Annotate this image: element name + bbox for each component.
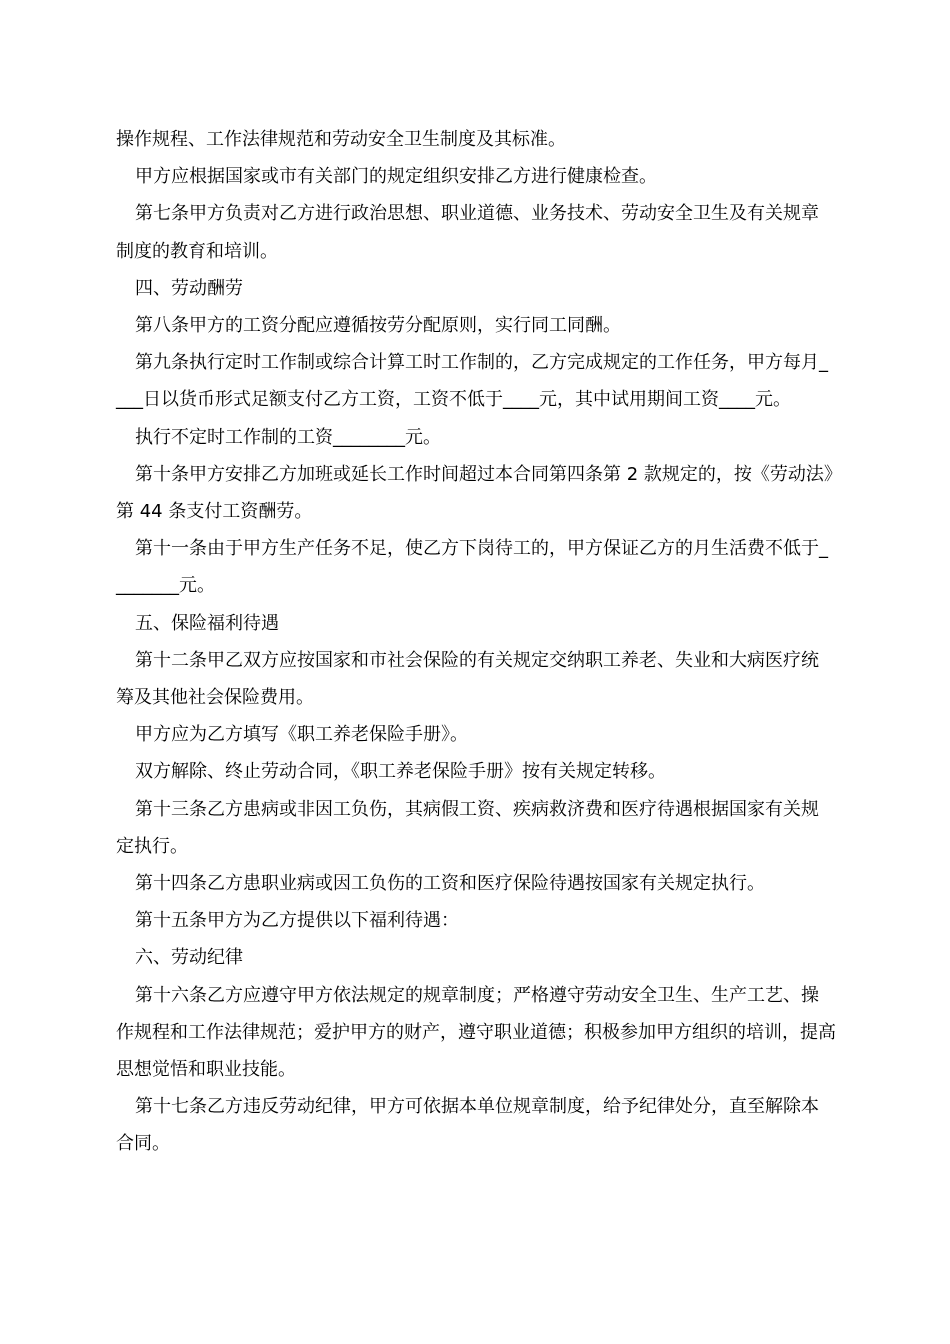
paragraph: 甲方应为乙方填写《职工养老保险手册》。 [135, 724, 468, 746]
paragraph: 第十六条乙方应遵守甲方依法规定的规章制度；严格遵守劳动安全卫生、生产工艺、操作规程和工作法律规范；爱护甲方的财产，遵守职业道德；积极参加甲方组织的培训，提高思想觉悟和职业技能。 [116, 984, 836, 1081]
paragraph: 第十三条乙方患病或非因工负伤，其病假工资、疾病救济费和医疗待遇根据国家有关规定执行。 [116, 798, 819, 857]
paragraph: 第八条甲方的工资分配应遵循按劳分配原则，实行同工同酬。 [135, 315, 621, 337]
section-heading: 五、保险福利待遇 [135, 612, 279, 634]
paragraph: 第十七条乙方违反劳动纪律，甲方可依据本单位规章制度，给予纪律处分，直至解除本合同。 [116, 1096, 819, 1155]
paragraph: 操作规程、工作法律规范和劳动安全卫生制度及其标准。 [116, 129, 566, 150]
paragraph: 第十条甲方安排乙方加班或延长工作时间超过本合同第四条第 2 款规定的，按《劳动法》第 44 条支付工资酬劳。 [116, 463, 833, 523]
paragraph: 第十一条由于甲方生产任务不足，使乙方下岗待工的，甲方保证乙方的月生活费不低于________元。 [116, 538, 828, 597]
paragraph: 甲方应根据国家或市有关部门的规定组织安排乙方进行健康检查。 [135, 166, 657, 188]
paragraph: 执行不定时工作制的工资________元。 [135, 426, 441, 448]
paragraph: 第七条甲方负责对乙方进行政治思想、职业道德、业务技术、劳动安全卫生及有关规章制度的教育和培训。 [116, 203, 819, 262]
paragraph: 第十五条甲方为乙方提供以下福利待遇： [135, 910, 459, 932]
paragraph: 第十二条甲乙双方应按国家和市社会保险的有关规定交纳职工养老、失业和大病医疗统筹及其他社会保险费用。 [116, 649, 819, 709]
paragraph: 第九条执行定时工作制或综合计算工时工作制的，乙方完成规定的工作任务，甲方每月____日以货币形式足额支付乙方工资，工资不低于____元，其中试用期间工资____元。 [116, 352, 828, 411]
paragraph: 第十四条乙方患职业病或因工负伤的工资和医疗保险待遇按国家有关规定执行。 [135, 873, 765, 895]
section-heading: 四、劳动酬劳 [135, 277, 243, 299]
section-heading: 六、劳动纪律 [135, 947, 243, 969]
document-body [116, 121, 836, 1163]
paragraph: 双方解除、终止劳动合同，《职工养老保险手册》按有关规定转移。 [135, 761, 666, 783]
